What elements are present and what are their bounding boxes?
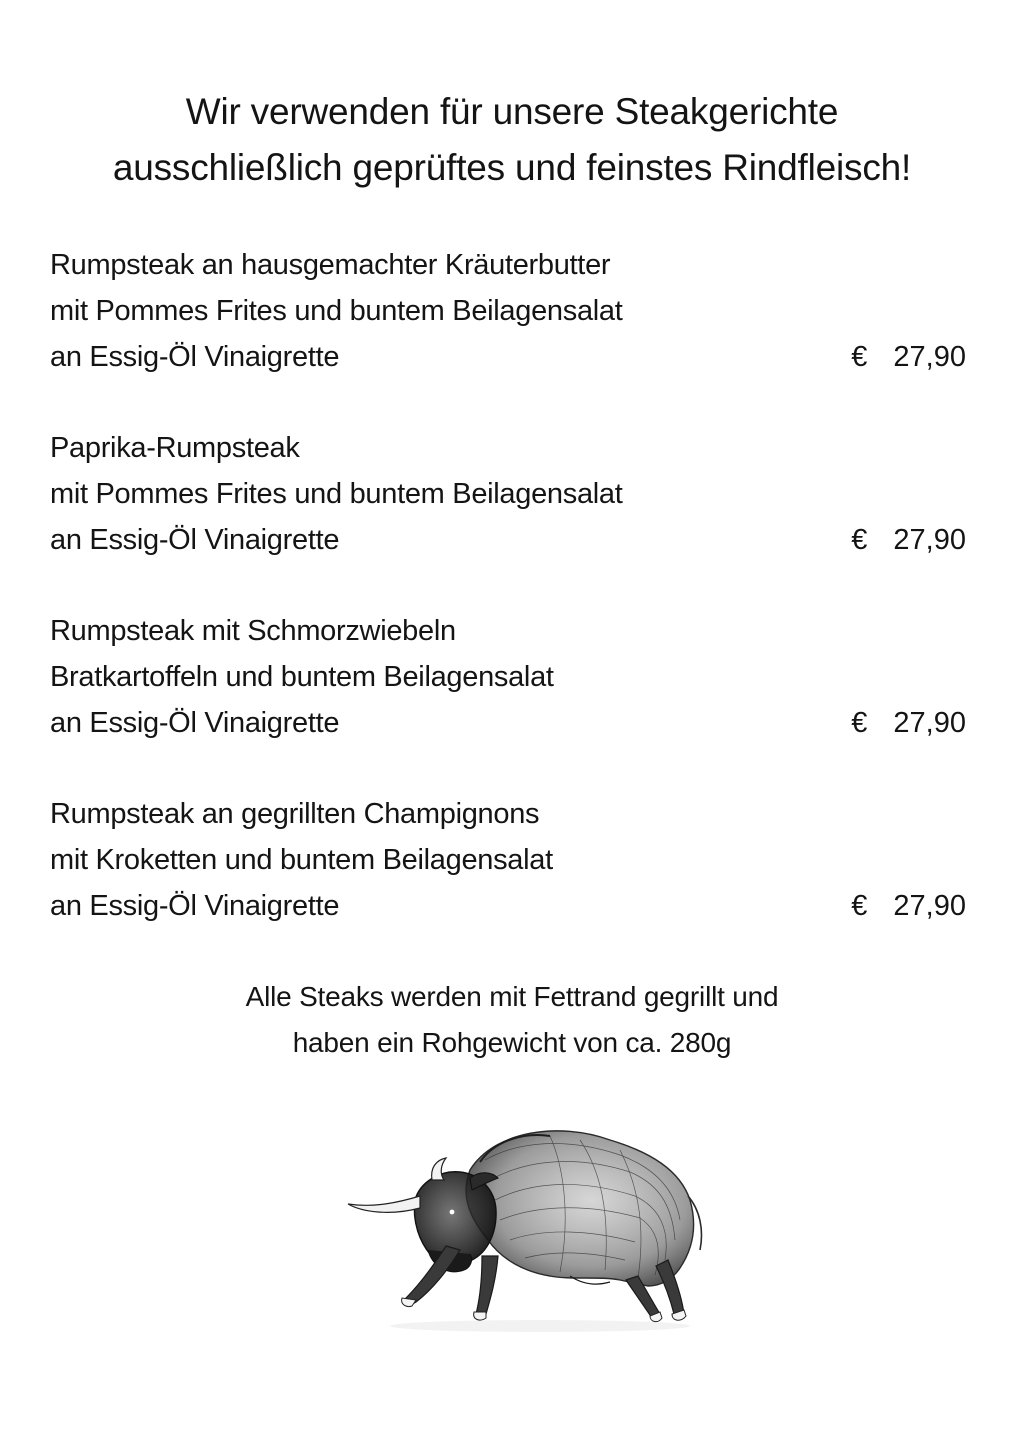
currency-symbol: € [851, 707, 868, 739]
price-value: 27,90 [893, 890, 966, 922]
menu-item-side: mit Kroketten und buntem Beilagensalat [50, 844, 553, 876]
steak-menu-list [50, 242, 970, 974]
menu-item-4 [50, 791, 970, 929]
menu-item-title: Paprika-Rumpsteak [50, 432, 300, 464]
menu-item-side: Bratkartoffeln und buntem Beilagensalat [50, 661, 554, 693]
price-value: 27,90 [893, 707, 966, 739]
footnote-line-2: haben ein Rohgewicht von ca. 280g [292, 1027, 732, 1058]
menu-item-title: Rumpsteak mit Schmorzwiebeln [50, 615, 456, 647]
currency-symbol: € [851, 341, 868, 373]
menu-item-price [851, 334, 966, 380]
menu-item-side: mit Pommes Frites und buntem Beilagensalat [50, 478, 623, 510]
price-value: 27,90 [893, 341, 966, 373]
headline-line-2: ausschließlich geprüftes und feinstes Rindfleisch! [112, 147, 912, 188]
menu-item-dressing: an Essig-Öl Vinaigrette [50, 707, 340, 739]
menu-item-price [851, 700, 966, 746]
menu-item-title: Rumpsteak an hausgemachter Kräuterbutter [50, 249, 611, 281]
page-headline [0, 84, 1024, 196]
steak-footnote [0, 974, 1024, 1066]
menu-item-dressing: an Essig-Öl Vinaigrette [50, 890, 340, 922]
bull-sketch-icon [320, 1100, 720, 1340]
menu-item-dressing: an Essig-Öl Vinaigrette [50, 524, 340, 556]
currency-symbol: € [851, 890, 868, 922]
menu-item-price [851, 883, 966, 929]
menu-item-3 [50, 608, 970, 746]
footnote-line-1: Alle Steaks werden mit Fettrand gegrillt und [245, 981, 779, 1012]
menu-item-title: Rumpsteak an gegrillten Champignons [50, 798, 540, 830]
headline-line-1: Wir verwenden für unsere Steakgerichte [185, 91, 839, 132]
menu-item-price [851, 517, 966, 563]
price-value: 27,90 [893, 524, 966, 556]
menu-item-1 [50, 242, 970, 380]
menu-item-2 [50, 425, 970, 563]
menu-item-side: mit Pommes Frites und buntem Beilagensalat [50, 295, 623, 327]
currency-symbol: € [851, 524, 868, 556]
menu-item-dressing: an Essig-Öl Vinaigrette [50, 341, 340, 373]
